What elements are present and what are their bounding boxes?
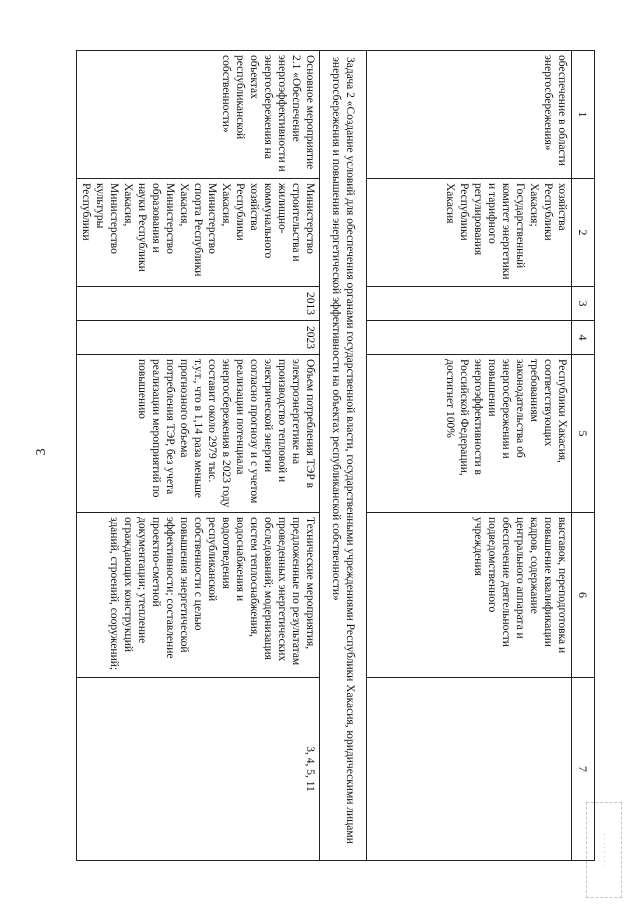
cell-indicators: 3, 4, 5, 11	[76, 678, 319, 861]
rotated-table-container	[79, 50, 595, 860]
header-cell-6: 6	[572, 513, 595, 678]
table-row-2-1	[76, 51, 319, 861]
table-header-row	[572, 51, 595, 861]
cell-expected-result: Республики Хакасия, соответствующих требованиям законодательства об энергосбережении и повышении энергоэффективности в Российской Федерации, достигнет 100%	[367, 355, 572, 513]
header-cell-2: 2	[572, 179, 595, 287]
stamp-scribble: · · · · · · · ·	[600, 833, 608, 867]
task-row	[320, 51, 367, 861]
header-cell-3: 3	[572, 287, 595, 321]
cell-end-year: 2023	[76, 321, 319, 355]
header-cell-1: 1	[572, 51, 595, 179]
cell-executors: Министерство строительства и жилищно-коммунального хозяйства Республики Хакасия, Министерство спорта Республики Хакасия, Министерство образования и науки Республики Хакасия, Министерство культуры Республики	[76, 179, 319, 287]
cell-main-directions: выставок, переподготовка и повышение квалификации кадров, содержание центрального аппарата и обеспечение деятельности подведомственного учреждения	[367, 513, 572, 678]
cell-start-year	[367, 287, 572, 321]
cell-event-name: обеспечение в области энергосбережения»	[367, 51, 572, 179]
registration-stamp	[586, 802, 622, 898]
cell-expected-result: Объем потребления ТЭР в электроэнергетике на производство тепловой и электрической энергии согласно прогнозу и с учетом реализации потенциала энергосбережения в 2023 году составит около 2979 тыс. т.у.т., что в 1,14 раза меньше прогнозного объема потребления ТЭР, без учета реализации мероприятий по повышению	[76, 355, 319, 513]
table-row-continued	[367, 51, 572, 861]
program-table	[76, 50, 595, 861]
task-2-description: Задача 2 «Создание условий для обеспечения органами государственной власти, государственными учреждениями Республики Хакасия, юридическими лицами энергосбережения и повышения энергетической эффективности на объектах республиканской собственности»	[320, 51, 367, 861]
header-cell-7: 7	[572, 678, 595, 861]
cell-executors: хозяйства Республики Хакасия; Государственный комитет энергетики и тарифного регулирования Республики Хакасия	[367, 179, 572, 287]
page-number: 3	[34, 448, 49, 456]
cell-indicators	[367, 678, 572, 861]
cell-event-name: Основное мероприятие 2.1 «Обеспечение энергоэффективности и энергосбережения на объектах республиканской собственности»	[76, 51, 319, 179]
cell-start-year: 2013	[76, 287, 319, 321]
header-cell-4: 4	[572, 321, 595, 355]
header-cell-5: 5	[572, 355, 595, 513]
cell-main-directions: Технические мероприятия, предложенные по результатам проведенных энергетических обследований; модернизация систем теплоснабжения, водоснабжения и водоотведения республиканской собственности с целью повышения энергетической эффективности; составление проектно-сметной документации; утепление ограждающих конструкций зданий, строений, сооружений;	[76, 513, 319, 678]
cell-end-year	[367, 321, 572, 355]
